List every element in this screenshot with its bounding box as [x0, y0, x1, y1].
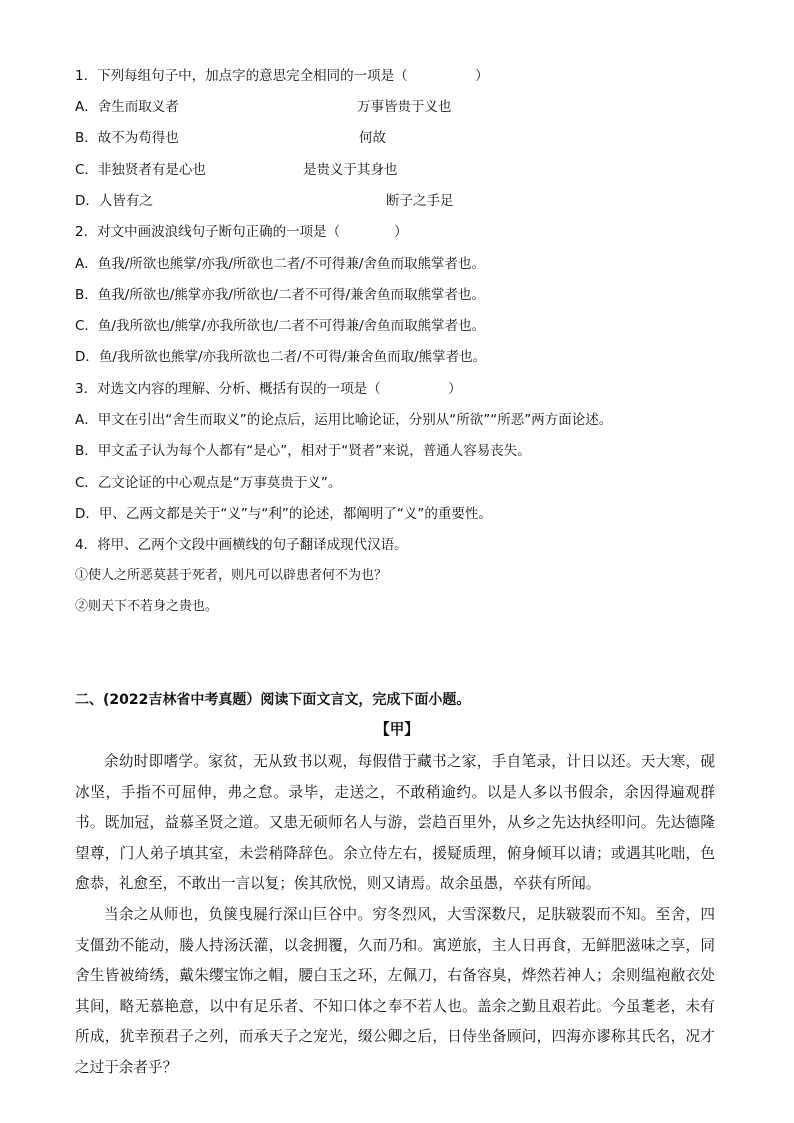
passage-label: 【甲】 [375, 721, 419, 738]
q3-option-a: A．甲文在引出“舍生而取义”的论点后，运用比喻论证，分别从“所欲”“所恶”两方面论述。 [75, 412, 613, 428]
q1-option-b-right: 何故 [359, 130, 386, 146]
q4-item-1: ①使人之所恶莫甚于死者，则凡可以辟患者何不为也？ [75, 568, 388, 583]
q1-option-c-right: 是贵义于其身也 [303, 162, 398, 178]
q2-option-a: A．鱼我/所欲也熊掌/亦我/所欲也二者/不可得兼/舍鱼而取熊掌者也。 [75, 256, 485, 272]
q2-option-d: D．鱼/我所欲也熊掌/亦我所欲也二者/不可得/兼舍鱼而取/熊掌者也。 [75, 349, 487, 365]
q1-option-a-left: A．舍生而取义者 [75, 99, 179, 115]
q1-option-c-left: C．非独贤者有是心也 [75, 162, 206, 178]
q1-option-d-right: 断子之手足 [386, 193, 454, 209]
q3-option-d: D．甲、乙两文都是关于“义”与“利”的论述，都阐明了“义”的重要性。 [75, 506, 492, 522]
q4-stem: 4．将甲、乙两个文段中画横线的句子翻译成现代汉语。 [75, 537, 408, 553]
q2-option-c: C．鱼/我所欲也/熊掌/亦我所欲也/二者不可得兼/舍鱼而取熊掌者也。 [75, 318, 486, 334]
q1-option-d-left: D．人皆有之 [75, 193, 153, 209]
q2-stem: 2．对文中画波浪线句子断句正确的一项是（ ） [75, 224, 408, 240]
q4-item-2: ②则天下不若身之贵也。 [75, 599, 219, 614]
section-title: 二、(2022吉林省中考真题）阅读下面文言文，完成下面小题。 [75, 692, 471, 708]
q1-option-a-right: 万事皆贵于义也 [357, 99, 452, 115]
passage-paragraph-2: 当余之从师也，负箧曳屣行深山巨谷中。穷冬烈风，大雪深数尺，足肤皲裂而不知。至舍，四支僵劲不能动，媵人持汤沃灌，以衾拥覆，久而乃和。寓逆旅，主人日再食，无鲜肥滋味之享，同舍生皆被绮绣，戴朱缨宝饰之帽，腰白玉之环，左佩刀，右备容臭，烨然若神人；余则缊袍敝衣处其间，略无慕艳意，以中有足乐者、不知口体之奉不若人也。盖余之勤且艰若此。今虽耄老，未有所成，犹幸预君子之列，而承天子之宠光，缀公卿之后，日侍坐备顾问，四海亦谬称其氏名，况才之过于余者乎？ [75, 906, 715, 1076]
q3-option-b: B．甲文孟子认为每个人都有“是心”，相对于“贤者”来说，普通人容易丧失。 [75, 443, 531, 459]
q3-option-c: C．乙文论证的中心观点是“万事莫贵于义”。 [75, 475, 342, 491]
q3-stem: 3．对选文内容的理解、分析、概括有误的一项是（ ） [75, 381, 462, 397]
passage-paragraph-1: 余幼时即嗜学。家贫，无从致书以观，每假借于藏书之家，手自笔录，计日以还。天大寒，砚冰坚，手指不可屈伸，弗之怠。录毕，走送之，不敢稍逾约。以是人多以书假余，余因得遍观群书。既加冠，益慕圣贤之道。又患无硕师名人与游，尝趋百里外，从乡之先达执经叩问。先达德隆望尊，门人弟子填其室，未尝稍降辞色。余立侍左右，援疑质理，俯身倾耳以请；或遇其叱咄，色愈恭，礼愈至，不敢出一言以复；俟其欣悦，则又请焉。故余虽愚，卒获有所闻。 [75, 753, 715, 893]
q2-option-b: B．鱼我/所欲也/熊掌亦我/所欲也/二者不可得/兼舍鱼而取熊掌者也。 [75, 287, 486, 303]
q1-option-b-left: B．故不为苟得也 [75, 130, 179, 146]
q1-stem: 1．下列每组句子中，加点字的意思完全相同的一项是（ ） [75, 68, 489, 84]
